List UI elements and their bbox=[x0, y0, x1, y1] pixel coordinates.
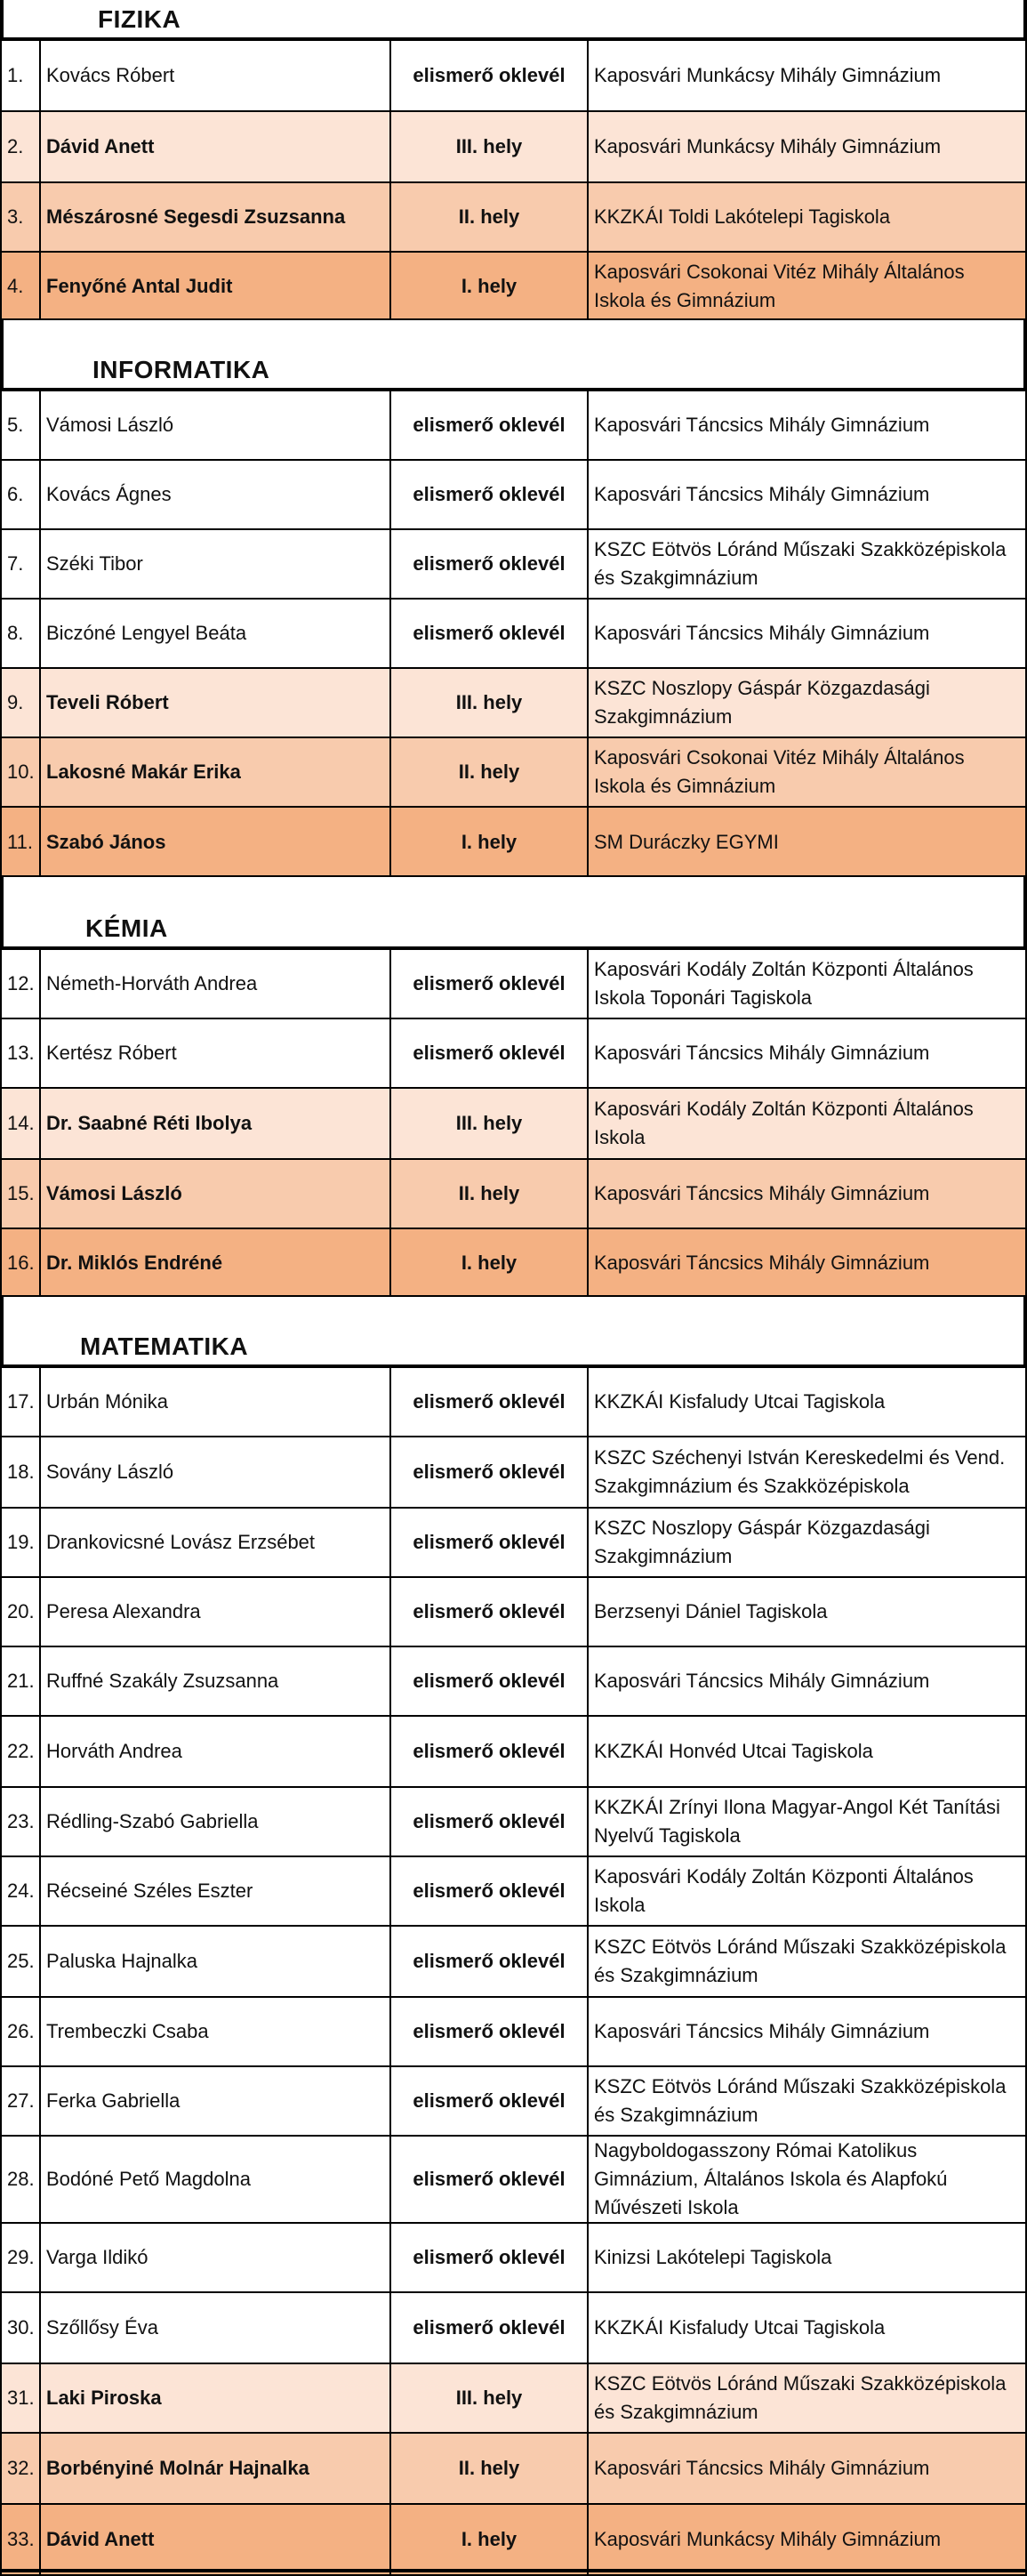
table-row bbox=[1, 668, 1026, 737]
section-title: INFORMATIKA bbox=[92, 356, 270, 383]
row-number: 28. bbox=[1, 2136, 40, 2223]
row-number: 13. bbox=[1, 1018, 40, 1088]
teacher-name: Lakosné Makár Erika bbox=[40, 737, 390, 807]
table-row bbox=[1, 111, 1026, 182]
table-row bbox=[1, 2066, 1026, 2136]
school-name: Kinizsi Lakótelepi Tagiskola bbox=[588, 2223, 1026, 2292]
table-row bbox=[1, 737, 1026, 807]
result: III. hely bbox=[390, 1088, 588, 1159]
teacher-name: Borbényiné Molnár Hajnalka bbox=[40, 2433, 390, 2504]
result: elismerő oklevél bbox=[390, 1787, 588, 1856]
table-row bbox=[1, 1646, 1026, 1716]
school-name: KKZKÁI Kisfaludy Utcai Tagiskola bbox=[588, 2292, 1026, 2363]
teacher-name: Ruffné Szakály Zsuzsanna bbox=[40, 1646, 390, 1716]
row-number: 6. bbox=[1, 460, 40, 529]
result: elismerő oklevél bbox=[390, 1856, 588, 1926]
table-row bbox=[1, 252, 1026, 321]
teacher-name: Fenyőné Antal Judit bbox=[40, 252, 390, 321]
table-row bbox=[1, 1367, 1026, 1437]
teacher-name: Dr. Miklós Endréné bbox=[40, 1228, 390, 1298]
table-row bbox=[1, 40, 1026, 111]
table-row bbox=[1, 390, 1026, 460]
result: I. hely bbox=[390, 1228, 588, 1298]
school-name: Kaposvári Táncsics Mihály Gimnázium bbox=[588, 1018, 1026, 1088]
section-divider bbox=[0, 388, 1027, 391]
result: elismerő oklevél bbox=[390, 1437, 588, 1508]
row-number: 32. bbox=[1, 2433, 40, 2504]
row-number: 1. bbox=[1, 40, 40, 111]
table-row bbox=[1, 1926, 1026, 1997]
teacher-name: Paluska Hajnalka bbox=[40, 1926, 390, 1997]
school-name: KSZC Eötvös Lóránd Műszaki Szakközépiskola és Szakgimnázium bbox=[588, 2066, 1026, 2136]
school-name: Kaposvári Csokonai Vitéz Mihály Általános Iskola és Gimnázium bbox=[588, 737, 1026, 807]
school-name: Kaposvári Táncsics Mihály Gimnázium bbox=[588, 599, 1026, 668]
result: II. hely bbox=[390, 1159, 588, 1228]
school-name: KKZKÁI Toldi Lakótelepi Tagiskola bbox=[588, 182, 1026, 252]
row-number: 20. bbox=[1, 1577, 40, 1646]
table-row bbox=[1, 1856, 1026, 1926]
row-number: 19. bbox=[1, 1508, 40, 1577]
row-number: 9. bbox=[1, 668, 40, 737]
row-number: 14. bbox=[1, 1088, 40, 1159]
row-number: 10. bbox=[1, 737, 40, 807]
result: elismerő oklevél bbox=[390, 1646, 588, 1716]
table-row bbox=[1, 529, 1026, 599]
teacher-name: Sovány László bbox=[40, 1437, 390, 1508]
results-table bbox=[0, 390, 1027, 879]
table-row bbox=[1, 1159, 1026, 1228]
school-name: KSZC Eötvös Lóránd Műszaki Szakközépiskola és Szakgimnázium bbox=[588, 2363, 1026, 2433]
result: elismerő oklevél bbox=[390, 460, 588, 529]
row-number: 12. bbox=[1, 949, 40, 1018]
teacher-name: Laki Piroska bbox=[40, 2363, 390, 2433]
table-row bbox=[1, 1997, 1026, 2066]
table-row bbox=[1, 1088, 1026, 1159]
result: elismerő oklevél bbox=[390, 1716, 588, 1787]
school-name: Kaposvári Táncsics Mihály Gimnázium bbox=[588, 2433, 1026, 2504]
school-name: KKZKÁI Kisfaludy Utcai Tagiskola bbox=[588, 1367, 1026, 1437]
result: elismerő oklevél bbox=[390, 40, 588, 111]
school-name: Kaposvári Táncsics Mihály Gimnázium bbox=[588, 390, 1026, 460]
school-name: Kaposvári Táncsics Mihály Gimnázium bbox=[588, 1997, 1026, 2066]
results-table bbox=[0, 39, 1027, 322]
row-number: 25. bbox=[1, 1926, 40, 1997]
result: I. hely bbox=[390, 807, 588, 878]
school-name: Kaposvári Táncsics Mihály Gimnázium bbox=[588, 460, 1026, 529]
result: elismerő oklevél bbox=[390, 529, 588, 599]
row-number: 3. bbox=[1, 182, 40, 252]
teacher-name: Dávid Anett bbox=[40, 2504, 390, 2575]
result: elismerő oklevél bbox=[390, 2066, 588, 2136]
results-table bbox=[0, 948, 1027, 1299]
row-number: 31. bbox=[1, 2363, 40, 2433]
table-row bbox=[1, 807, 1026, 878]
teacher-name: Szőllősy Éva bbox=[40, 2292, 390, 2363]
teacher-name: Varga Ildikó bbox=[40, 2223, 390, 2292]
row-number: 26. bbox=[1, 1997, 40, 2066]
school-name: Kaposvári Táncsics Mihály Gimnázium bbox=[588, 1228, 1026, 1298]
school-name: KSZC Eötvös Lóránd Műszaki Szakközépiskola és Szakgimnázium bbox=[588, 529, 1026, 599]
section-divider bbox=[0, 946, 1027, 950]
row-number: 30. bbox=[1, 2292, 40, 2363]
row-number: 27. bbox=[1, 2066, 40, 2136]
row-number: 33. bbox=[1, 2504, 40, 2575]
table-row bbox=[1, 1508, 1026, 1577]
teacher-name: Bodóné Pető Magdolna bbox=[40, 2136, 390, 2223]
result: elismerő oklevél bbox=[390, 2292, 588, 2363]
row-number: 22. bbox=[1, 1716, 40, 1787]
teacher-name: Mészárosné Segesdi Zsuzsanna bbox=[40, 182, 390, 252]
row-number: 23. bbox=[1, 1787, 40, 1856]
section-divider bbox=[0, 37, 1027, 41]
teacher-name: Kovács Ágnes bbox=[40, 460, 390, 529]
school-name: KSZC Noszlopy Gáspár Közgazdasági Szakgimnázium bbox=[588, 668, 1026, 737]
teacher-name: Horváth Andrea bbox=[40, 1716, 390, 1787]
table-row bbox=[1, 1437, 1026, 1508]
teacher-name: Vámosi László bbox=[40, 390, 390, 460]
school-name: SM Duráczky EGYMI bbox=[588, 807, 1026, 878]
result: elismerő oklevél bbox=[390, 2223, 588, 2292]
result: elismerő oklevél bbox=[390, 1508, 588, 1577]
teacher-name: Urbán Mónika bbox=[40, 1367, 390, 1437]
result: II. hely bbox=[390, 737, 588, 807]
result: elismerő oklevél bbox=[390, 1367, 588, 1437]
table-row bbox=[1, 2223, 1026, 2292]
teacher-name: Kertész Róbert bbox=[40, 1018, 390, 1088]
school-name: KSZC Eötvös Lóránd Műszaki Szakközépiskola és Szakgimnázium bbox=[588, 1926, 1026, 1997]
result: elismerő oklevél bbox=[390, 599, 588, 668]
result: III. hely bbox=[390, 111, 588, 182]
school-name: KKZKÁI Honvéd Utcai Tagiskola bbox=[588, 1716, 1026, 1787]
table-row bbox=[1, 460, 1026, 529]
section-divider bbox=[0, 1364, 1027, 1368]
table-row bbox=[1, 2292, 1026, 2363]
result: II. hely bbox=[390, 2433, 588, 2504]
row-number: 18. bbox=[1, 1437, 40, 1508]
row-number: 15. bbox=[1, 1159, 40, 1228]
table-row bbox=[1, 1787, 1026, 1856]
result: I. hely bbox=[390, 252, 588, 321]
row-number: 24. bbox=[1, 1856, 40, 1926]
result: elismerő oklevél bbox=[390, 390, 588, 460]
row-number: 2. bbox=[1, 111, 40, 182]
school-name: Kaposvári Táncsics Mihály Gimnázium bbox=[588, 1646, 1026, 1716]
teacher-name: Dávid Anett bbox=[40, 111, 390, 182]
school-name: Kaposvári Munkácsy Mihály Gimnázium bbox=[588, 111, 1026, 182]
row-number: 29. bbox=[1, 2223, 40, 2292]
teacher-name: Ferka Gabriella bbox=[40, 2066, 390, 2136]
result: I. hely bbox=[390, 2504, 588, 2575]
school-name: Nagyboldogasszony Római Katolikus Gimnázium, Általános Iskola és Alapfokú Művészeti Iskola bbox=[588, 2136, 1026, 2223]
teacher-name: Vámosi László bbox=[40, 1159, 390, 1228]
row-number: 17. bbox=[1, 1367, 40, 1437]
result: elismerő oklevél bbox=[390, 1577, 588, 1646]
result: elismerő oklevél bbox=[390, 1018, 588, 1088]
table-row bbox=[1, 1228, 1026, 1298]
row-number: 5. bbox=[1, 390, 40, 460]
row-number: 4. bbox=[1, 252, 40, 321]
school-name: Kaposvári Kodály Zoltán Központi Általános Iskola bbox=[588, 1088, 1026, 1159]
table-row bbox=[1, 2363, 1026, 2433]
table-row bbox=[1, 949, 1026, 1018]
row-number: 8. bbox=[1, 599, 40, 668]
teacher-name: Németh-Horváth Andrea bbox=[40, 949, 390, 1018]
table-row bbox=[1, 1577, 1026, 1646]
section-title: FIZIKA bbox=[98, 5, 181, 33]
row-number: 7. bbox=[1, 529, 40, 599]
result: II. hely bbox=[390, 182, 588, 252]
school-name: Berzsenyi Dániel Tagiskola bbox=[588, 1577, 1026, 1646]
teacher-name: Trembeczki Csaba bbox=[40, 1997, 390, 2066]
result: elismerő oklevél bbox=[390, 2136, 588, 2223]
result: elismerő oklevél bbox=[390, 949, 588, 1018]
school-name: KKZKÁI Zrínyi Ilona Magyar-Angol Két Tanítási Nyelvű Tagiskola bbox=[588, 1787, 1026, 1856]
school-name: KSZC Széchenyi István Kereskedelmi és Vend. Szakgimnázium és Szakközépiskola bbox=[588, 1437, 1026, 1508]
section-title: MATEMATIKA bbox=[80, 1332, 249, 1360]
result: III. hely bbox=[390, 668, 588, 737]
teacher-name: Szabó János bbox=[40, 807, 390, 878]
teacher-name: Rédling-Szabó Gabriella bbox=[40, 1787, 390, 1856]
table-row bbox=[1, 1716, 1026, 1787]
table-row bbox=[1, 1018, 1026, 1088]
school-name: Kaposvári Csokonai Vitéz Mihály Általános Iskola és Gimnázium bbox=[588, 252, 1026, 321]
table-row bbox=[1, 2504, 1026, 2575]
teacher-name: Széki Tibor bbox=[40, 529, 390, 599]
school-name: Kaposvári Táncsics Mihály Gimnázium bbox=[588, 1159, 1026, 1228]
table-row bbox=[1, 2433, 1026, 2504]
school-name: Kaposvári Kodály Zoltán Központi Általános Iskola bbox=[588, 1856, 1026, 1926]
teacher-name: Peresa Alexandra bbox=[40, 1577, 390, 1646]
section-title: KÉMIA bbox=[85, 914, 168, 942]
row-number: 21. bbox=[1, 1646, 40, 1716]
table-row bbox=[1, 182, 1026, 252]
school-name: KSZC Noszlopy Gáspár Közgazdasági Szakgimnázium bbox=[588, 1508, 1026, 1577]
teacher-name: Drankovicsné Lovász Erzsébet bbox=[40, 1508, 390, 1577]
school-name: Kaposvári Munkácsy Mihály Gimnázium bbox=[588, 2504, 1026, 2575]
row-number: 16. bbox=[1, 1228, 40, 1298]
section-divider bbox=[0, 2569, 1027, 2572]
school-name: Kaposvári Munkácsy Mihály Gimnázium bbox=[588, 40, 1026, 111]
table-row bbox=[1, 599, 1026, 668]
table-row bbox=[1, 2136, 1026, 2223]
result: elismerő oklevél bbox=[390, 1926, 588, 1997]
teacher-name: Dr. Saabné Réti Ibolya bbox=[40, 1088, 390, 1159]
teacher-name: Kovács Róbert bbox=[40, 40, 390, 111]
teacher-name: Biczóné Lengyel Beáta bbox=[40, 599, 390, 668]
school-name: Kaposvári Kodály Zoltán Központi Általános Iskola Toponári Tagiskola bbox=[588, 949, 1026, 1018]
teacher-name: Récseiné Széles Eszter bbox=[40, 1856, 390, 1926]
result: elismerő oklevél bbox=[390, 1997, 588, 2066]
result: III. hely bbox=[390, 2363, 588, 2433]
row-number: 11. bbox=[1, 807, 40, 878]
teacher-name: Teveli Róbert bbox=[40, 668, 390, 737]
results-table bbox=[0, 1366, 1027, 2576]
